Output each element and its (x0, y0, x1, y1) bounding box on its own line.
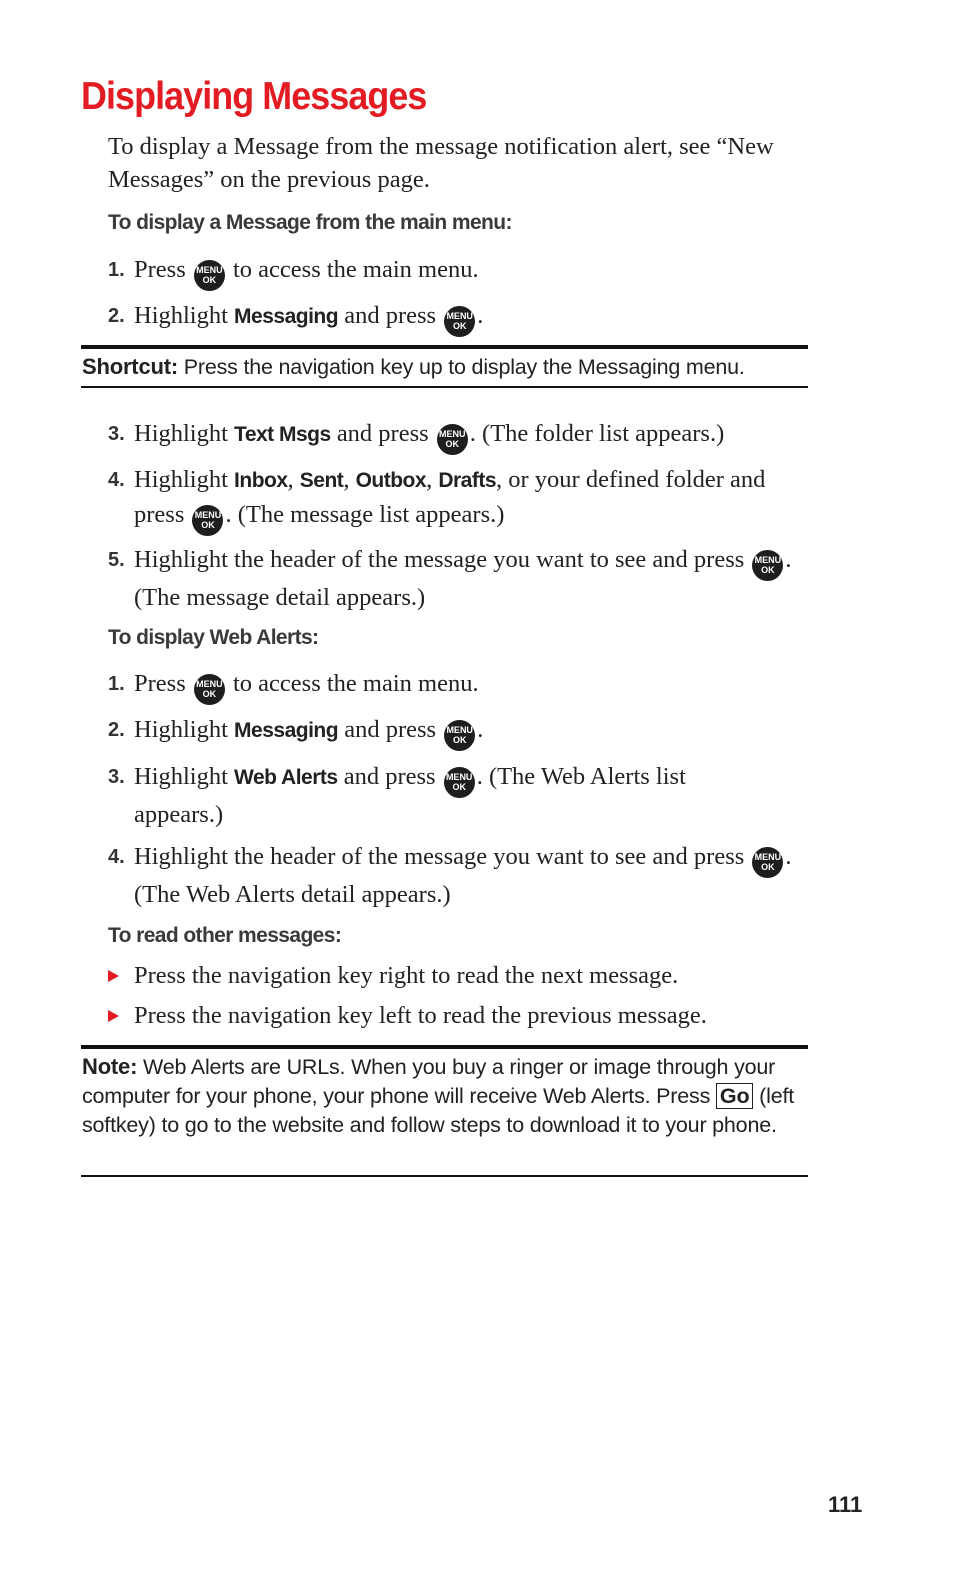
go-softkey-label: Go (716, 1083, 753, 1109)
menu-keyword: Text Msgs (234, 423, 331, 446)
step-number: 1. (108, 673, 125, 695)
note-box: Note: Web Alerts are URLs. When you buy a ringer or image through your computer for your phone, your phone will receive Web Alerts. Press Go (left softkey) to go to the website and follow steps to download it to your phone. (82, 1054, 795, 1137)
step-main-4: 4. Highlight Inbox, Sent, Outbox, Drafts, or your defined folder and press MENU OK . (The message list appears.) (108, 463, 818, 536)
menu-ok-key-icon: MENU OK (752, 847, 783, 878)
step-web-3: 3. Highlight Web Alerts and press MENU OK . (The Web Alerts list appears.) (108, 760, 818, 832)
step-number: 2. (108, 305, 125, 327)
section-heading-read-other: To read other messages: (108, 924, 342, 947)
menu-ok-key-icon: MENU OK (444, 720, 475, 751)
intro-paragraph: To display a Message from the message notification alert, see “New Messages” on the previous page. (108, 133, 774, 193)
section-heading-main-menu: To display a Message from the main menu: (108, 211, 512, 234)
page-number: 111 (828, 1492, 863, 1517)
shortcut-top-rule (81, 345, 808, 349)
step-number: 3. (108, 766, 125, 788)
step-web-1: 1. Press MENU OK to access the main menu. (108, 667, 818, 705)
shortcut-bottom-rule (81, 386, 808, 388)
step-number: 1. (108, 259, 125, 281)
step-number: 3. (108, 423, 125, 445)
section-heading-web-alerts: To display Web Alerts: (108, 626, 319, 649)
menu-keyword: Messaging (234, 719, 339, 742)
step-number: 2. (108, 719, 125, 741)
menu-ok-key-icon: MENU OK (437, 424, 468, 455)
step-number: 4. (108, 846, 125, 868)
shortcut-text: Press the navigation key up to display the Messaging menu. (183, 355, 745, 379)
menu-ok-key-icon: MENU OK (194, 674, 225, 705)
red-arrow-bullet-icon (108, 970, 119, 982)
step-number: 4. (108, 469, 125, 491)
step-main-5: 5. Highlight the header of the message you want to see and press MENU OK . (The message detail appears.) (108, 543, 818, 615)
menu-ok-key-icon: MENU OK (192, 505, 223, 536)
menu-ok-key-icon: MENU OK (194, 260, 225, 291)
note-label: Note: (82, 1054, 138, 1079)
note-bottom-rule (81, 1175, 808, 1177)
step-main-3: 3. Highlight Text Msgs and press MENU OK . (The folder list appears.) (108, 417, 818, 455)
step-main-2: 2. Highlight Messaging and press MENU OK . (108, 299, 818, 337)
shortcut-label: Shortcut: (82, 354, 178, 379)
menu-ok-key-icon: MENU OK (444, 306, 475, 337)
note-top-rule (81, 1045, 808, 1049)
step-main-1: 1. Press MENU OK to access the main menu. (108, 253, 818, 291)
step-web-4: 4. Highlight the header of the message you want to see and press MENU OK . (The Web Alerts detail appears.) (108, 840, 818, 912)
menu-ok-key-icon: MENU OK (752, 550, 783, 581)
bullet-previous-message: Press the navigation key left to read the previous message. (108, 999, 828, 1033)
menu-keyword: Messaging (234, 305, 339, 328)
menu-keyword: Web Alerts (234, 766, 338, 789)
shortcut-box (82, 352, 806, 382)
red-arrow-bullet-icon (108, 1010, 119, 1022)
menu-ok-key-icon: MENU OK (444, 767, 475, 798)
step-web-2: 2. Highlight Messaging and press MENU OK . (108, 713, 818, 751)
page-title: Displaying Messages (81, 75, 427, 118)
bullet-next-message: Press the navigation key right to read the next message. (108, 959, 828, 993)
step-number: 5. (108, 549, 125, 571)
